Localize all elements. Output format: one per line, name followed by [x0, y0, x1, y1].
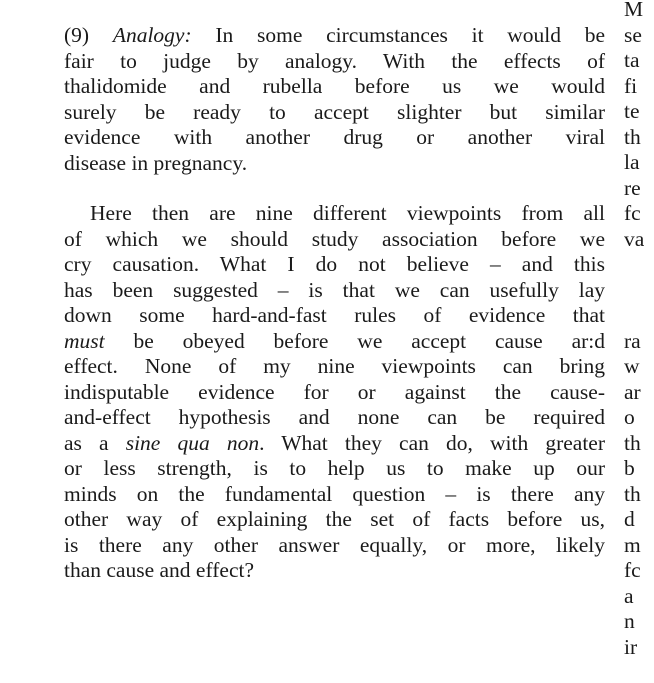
column-fragment-line: m	[624, 532, 641, 557]
column-gap	[624, 252, 654, 278]
text-line	[64, 482, 605, 508]
text-line	[64, 278, 605, 304]
text-line: fair to judge by analogy. With the effects of	[64, 48, 605, 73]
main-column	[64, 23, 605, 584]
adjacent-column-fragment	[624, 0, 654, 660]
text-line	[64, 227, 605, 253]
text-line: disease in pregnancy.	[64, 150, 248, 175]
column-fragment-line: ar	[624, 379, 641, 404]
column-fragment-line: va	[624, 226, 645, 251]
text-line	[64, 329, 605, 355]
text-line: surely be ready to accept slighter but similar	[64, 99, 605, 124]
line-text: other way of explaining the set of facts before us,	[64, 507, 605, 531]
text-line	[64, 23, 605, 49]
line-text: is there any other answer equally, or more, likely	[64, 532, 605, 557]
text-line: evidence with another drug or another viral	[64, 125, 605, 149]
column-fragment-line: te	[624, 99, 640, 123]
text-line	[64, 533, 605, 559]
line-text: or less strength, is to help us to make up our	[64, 456, 605, 480]
column-gap	[624, 303, 654, 329]
column-fragment-line: fc	[624, 558, 641, 582]
text-line: thalidomide and rubella before us we would	[64, 74, 605, 98]
text-line	[64, 354, 605, 380]
column-fragment-line: M	[624, 0, 644, 21]
line-text: In some circumstances it would be	[215, 23, 606, 47]
line-text: and-effect hypothesis and none can be required	[64, 405, 605, 429]
text-line	[64, 507, 605, 533]
column-fragment-line: re	[624, 175, 641, 200]
column-fragment-line: fi	[624, 73, 638, 98]
column-fragment-line: fc	[624, 201, 641, 225]
item-number: (9)	[64, 23, 90, 47]
column-fragment-line: d	[624, 507, 635, 531]
column-fragment-line: th	[624, 124, 641, 149]
italic-term: sine qua non	[125, 430, 260, 455]
line-text: cry causation. What I do not believe – and this	[64, 252, 605, 276]
line-text: minds on the fundamental question – is there any	[64, 481, 605, 506]
text-line	[64, 456, 605, 482]
column-fragment-line: b	[624, 456, 635, 480]
text-line	[64, 303, 605, 329]
column-fragment-line: la	[624, 150, 640, 174]
section-heading: Analogy:	[112, 23, 192, 47]
text-line	[64, 201, 605, 227]
line-text: has been suggested – is that we can usefully lay	[64, 277, 605, 302]
column-fragment-line: a	[624, 583, 634, 608]
text-line	[64, 558, 605, 584]
text-line	[64, 431, 605, 457]
line-text: indisputable evidence for or against the cause-	[64, 379, 605, 404]
line-text: as a	[64, 430, 126, 455]
italic-term: must	[64, 328, 105, 353]
column-fragment-line: w	[624, 354, 640, 378]
text-line	[64, 252, 605, 278]
paragraph-gap	[64, 176, 605, 201]
column-fragment-line: n	[624, 609, 635, 633]
line-text: . What they can do, with greater	[259, 430, 606, 455]
column-fragment-line: ir	[624, 634, 638, 659]
column-gap	[624, 278, 654, 304]
column-fragment-line: ta	[624, 48, 640, 72]
line-text: of which we should study association before we	[64, 226, 605, 251]
line-text: Here then are nine different viewpoints from all	[90, 201, 605, 225]
line-text: effect. None of my nine viewpoints can bring	[64, 354, 605, 378]
column-fragment-line: se	[624, 22, 642, 47]
column-fragment-line: ra	[624, 328, 641, 353]
column-fragment-line: th	[624, 430, 641, 455]
line-text: down some hard-and-fast rules of evidence that	[64, 303, 605, 327]
paragraph-summary	[64, 201, 605, 584]
line-text: than cause and effect?	[64, 558, 255, 582]
text-line	[64, 380, 605, 406]
paragraph-analogy	[64, 23, 605, 176]
column-fragment-line: o	[624, 405, 635, 429]
text-line	[64, 405, 605, 431]
line-text: be obeyed before we accept cause ar:d	[104, 328, 605, 353]
column-fragment-line: th	[624, 481, 641, 506]
